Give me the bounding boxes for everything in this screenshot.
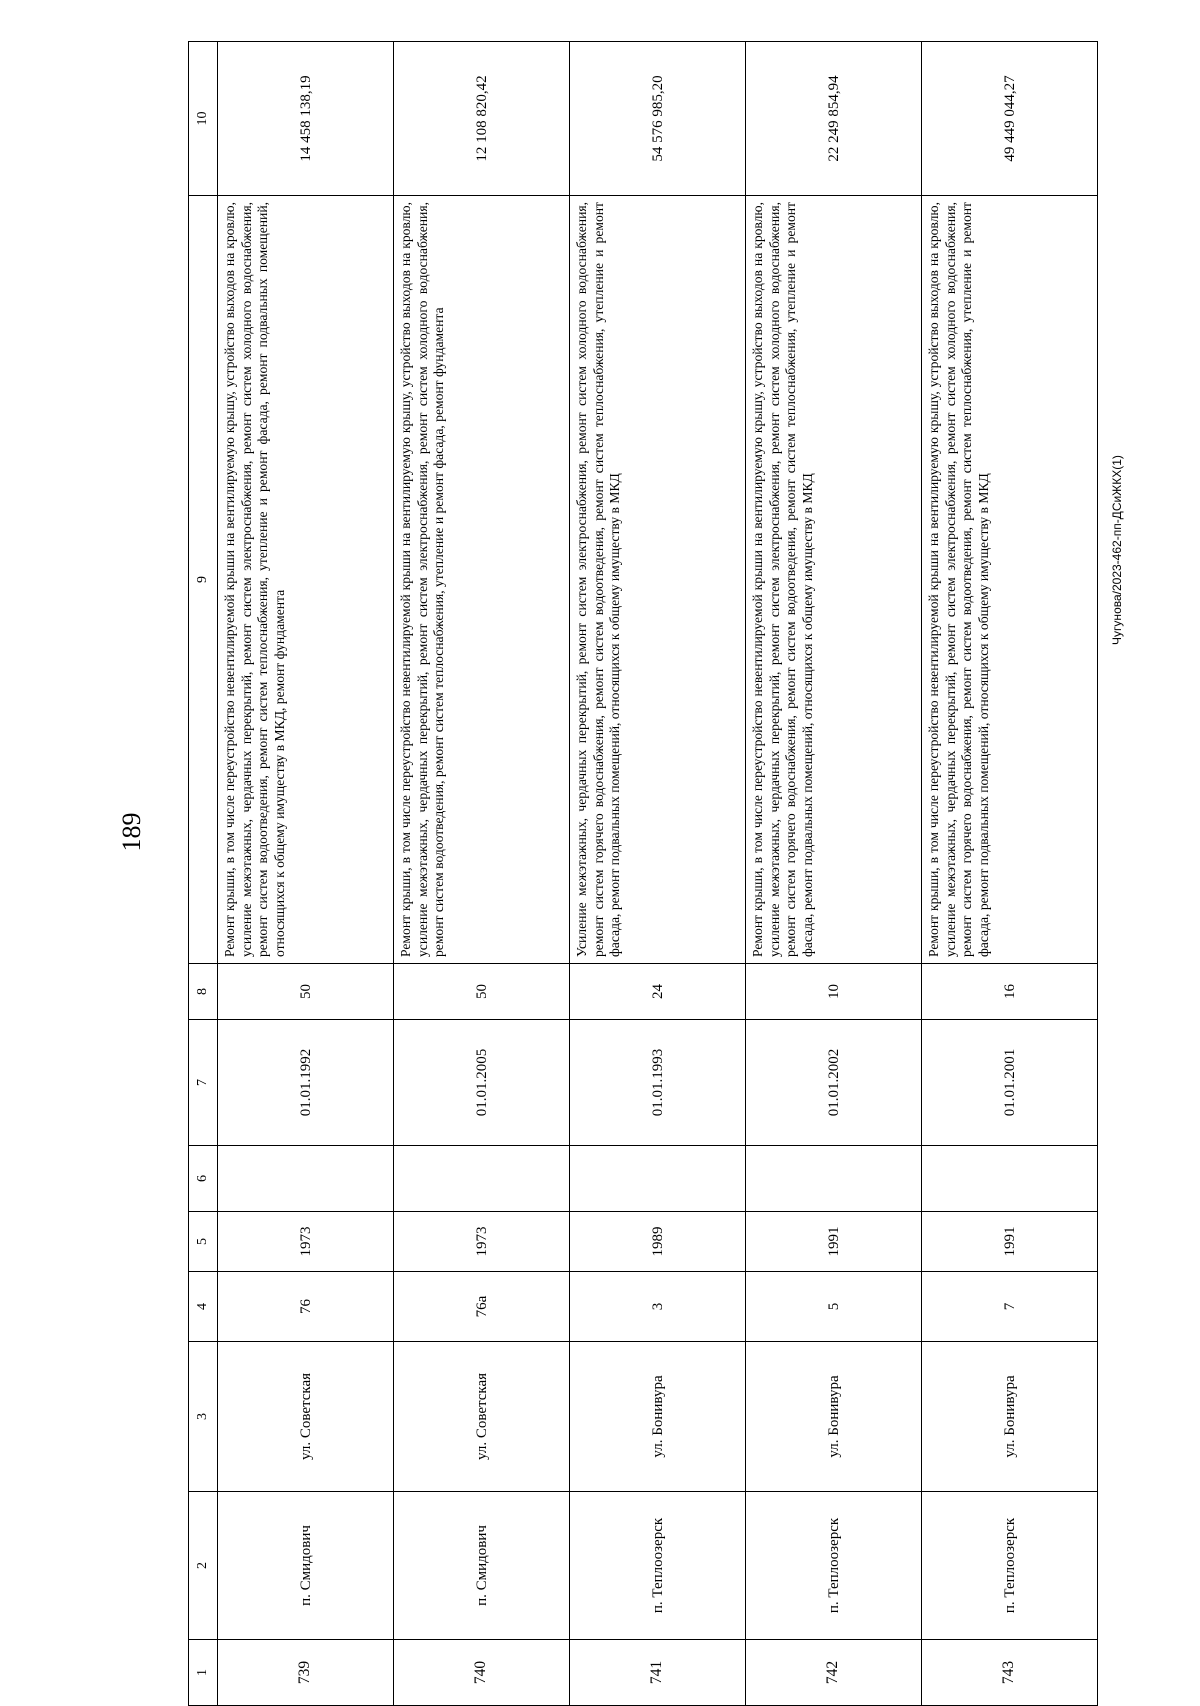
date-cell: 01.01.1993 <box>570 1020 746 1146</box>
date-cell: 01.01.2002 <box>746 1020 922 1146</box>
street-cell: ул. Бонивура <box>570 1342 746 1492</box>
build-year-cell: 1989 <box>570 1212 746 1272</box>
row-number: 741 <box>570 1640 746 1706</box>
date-cell: 01.01.2005 <box>394 1020 570 1146</box>
header-col-2: 2 <box>189 1492 218 1640</box>
street-cell: ул. Советская <box>218 1342 394 1492</box>
house-number-cell: 5 <box>746 1272 922 1342</box>
capital-repair-table <box>188 41 1098 1706</box>
header-col-1: 1 <box>189 1640 218 1706</box>
settlement-cell: п. Теплоозерск <box>922 1492 1098 1640</box>
header-col-3: 3 <box>189 1342 218 1492</box>
date-cell: 01.01.2001 <box>922 1020 1098 1146</box>
works-description-cell: Ремонт крыши, в том числе переустройство невентилируемой крыши на вентилируемую крышу, устройство выходов на кровлю, усиление межэтажных, чердачных перекрытий, ремонт систем электроснабжения, ремонт систем холодного водоснабжения, ремонт систем водоотведения, ремонт систем теплоснабжения, утепление и ремонт фасада, ремонт подвальных помещений, относящихся к общему имуществу в МКД, ремонт фундамента <box>218 196 394 964</box>
settlement-cell: п. Смидович <box>394 1492 570 1640</box>
col6-cell <box>922 1146 1098 1212</box>
house-number-cell: 7 <box>922 1272 1098 1342</box>
col6-cell <box>746 1146 922 1212</box>
header-col-4: 4 <box>189 1272 218 1342</box>
house-number-cell: 76а <box>394 1272 570 1342</box>
cost-cell: 54 576 985,20 <box>570 42 746 196</box>
table-row <box>922 42 1098 1706</box>
works-description-cell: Усиление межэтажных, чердачных перекрытий, ремонт систем электроснабжения, ремонт систем холодного водоснабжения, ремонт систем горячего водоснабжения, ремонт систем водоотведения, ремонт систем теплоснабжения, утепление и ремонт фасада, ремонт подвальных помещений, относящихся к общему имуществу в МКД <box>570 196 746 964</box>
header-col-9: 9 <box>189 196 218 964</box>
row-number: 742 <box>746 1640 922 1706</box>
street-cell: ул. Советская <box>394 1342 570 1492</box>
col8-cell: 50 <box>394 964 570 1020</box>
house-number-cell: 76 <box>218 1272 394 1342</box>
column-number-header <box>189 42 218 1706</box>
house-number-cell: 3 <box>570 1272 746 1342</box>
table-row <box>218 42 394 1706</box>
col8-cell: 10 <box>746 964 922 1020</box>
col8-cell: 24 <box>570 964 746 1020</box>
table-row <box>394 42 570 1706</box>
row-number: 739 <box>218 1640 394 1706</box>
works-description-cell: Ремонт крыши, в том числе переустройство невентилируемой крыши на вентилируемую крышу, устройство выходов на кровлю, усиление межэтажных, чердачных перекрытий, ремонт систем электроснабжения, ремонт систем холодного водоснабжения, ремонт систем горячего водоснабжения, ремонт систем водоотведения, ремонт систем теплоснабжения, утепление и ремонт фасада, ремонт подвальных помещений, относящихся к общему имуществу в МКД <box>922 196 1098 964</box>
build-year-cell: 1973 <box>218 1212 394 1272</box>
build-year-cell: 1991 <box>922 1212 1098 1272</box>
date-cell: 01.01.1992 <box>218 1020 394 1146</box>
table-row <box>570 42 746 1706</box>
header-col-7: 7 <box>189 1020 218 1146</box>
row-number: 740 <box>394 1640 570 1706</box>
works-description-cell: Ремонт крыши, в том числе переустройство невентилируемой крыши на вентилируемую крышу, устройство выходов на кровлю, усиление межэтажных, чердачных перекрытий, ремонт систем электроснабжения, ремонт систем холодного водоснабжения, ремонт систем горячего водоснабжения, ремонт систем водоотведения, ремонт систем теплоснабжения, утепление и ремонт фасада, ремонт подвальных помещений, относящихся к общему имуществу в МКД <box>746 196 922 964</box>
col6-cell <box>394 1146 570 1212</box>
works-description-cell: Ремонт крыши, в том числе переустройство невентилируемой крыши на вентилируемую крышу, устройство выходов на кровлю, усиление межэтажных, чердачных перекрытий, ремонт систем электроснабжения, ремонт систем холодного водоснабжения, ремонт систем водоотведения, ремонт систем теплоснабжения, утепление и ремонт фасада, ремонт фундамента <box>394 196 570 964</box>
rotated-table-container <box>188 42 1054 1706</box>
cost-cell: 12 108 820,42 <box>394 42 570 196</box>
street-cell: ул. Бонивура <box>922 1342 1098 1492</box>
settlement-cell: п. Теплоозерск <box>746 1492 922 1640</box>
footer-document-code: Чугунова/2023-462-пп-ДСиЖКХ(1) <box>1110 455 1124 645</box>
header-col-8: 8 <box>189 964 218 1020</box>
table-row <box>746 42 922 1706</box>
col8-cell: 50 <box>218 964 394 1020</box>
header-col-6: 6 <box>189 1146 218 1212</box>
cost-cell: 22 249 854,94 <box>746 42 922 196</box>
page-number: 189 <box>117 812 146 852</box>
settlement-cell: п. Смидович <box>218 1492 394 1640</box>
build-year-cell: 1973 <box>394 1212 570 1272</box>
cost-cell: 14 458 138,19 <box>218 42 394 196</box>
header-col-10: 10 <box>189 42 218 196</box>
street-cell: ул. Бонивура <box>746 1342 922 1492</box>
col8-cell: 16 <box>922 964 1098 1020</box>
build-year-cell: 1991 <box>746 1212 922 1272</box>
settlement-cell: п. Теплоозерск <box>570 1492 746 1640</box>
cost-cell: 49 449 044,27 <box>922 42 1098 196</box>
col6-cell <box>570 1146 746 1212</box>
col6-cell <box>218 1146 394 1212</box>
header-col-5: 5 <box>189 1212 218 1272</box>
row-number: 743 <box>922 1640 1098 1706</box>
